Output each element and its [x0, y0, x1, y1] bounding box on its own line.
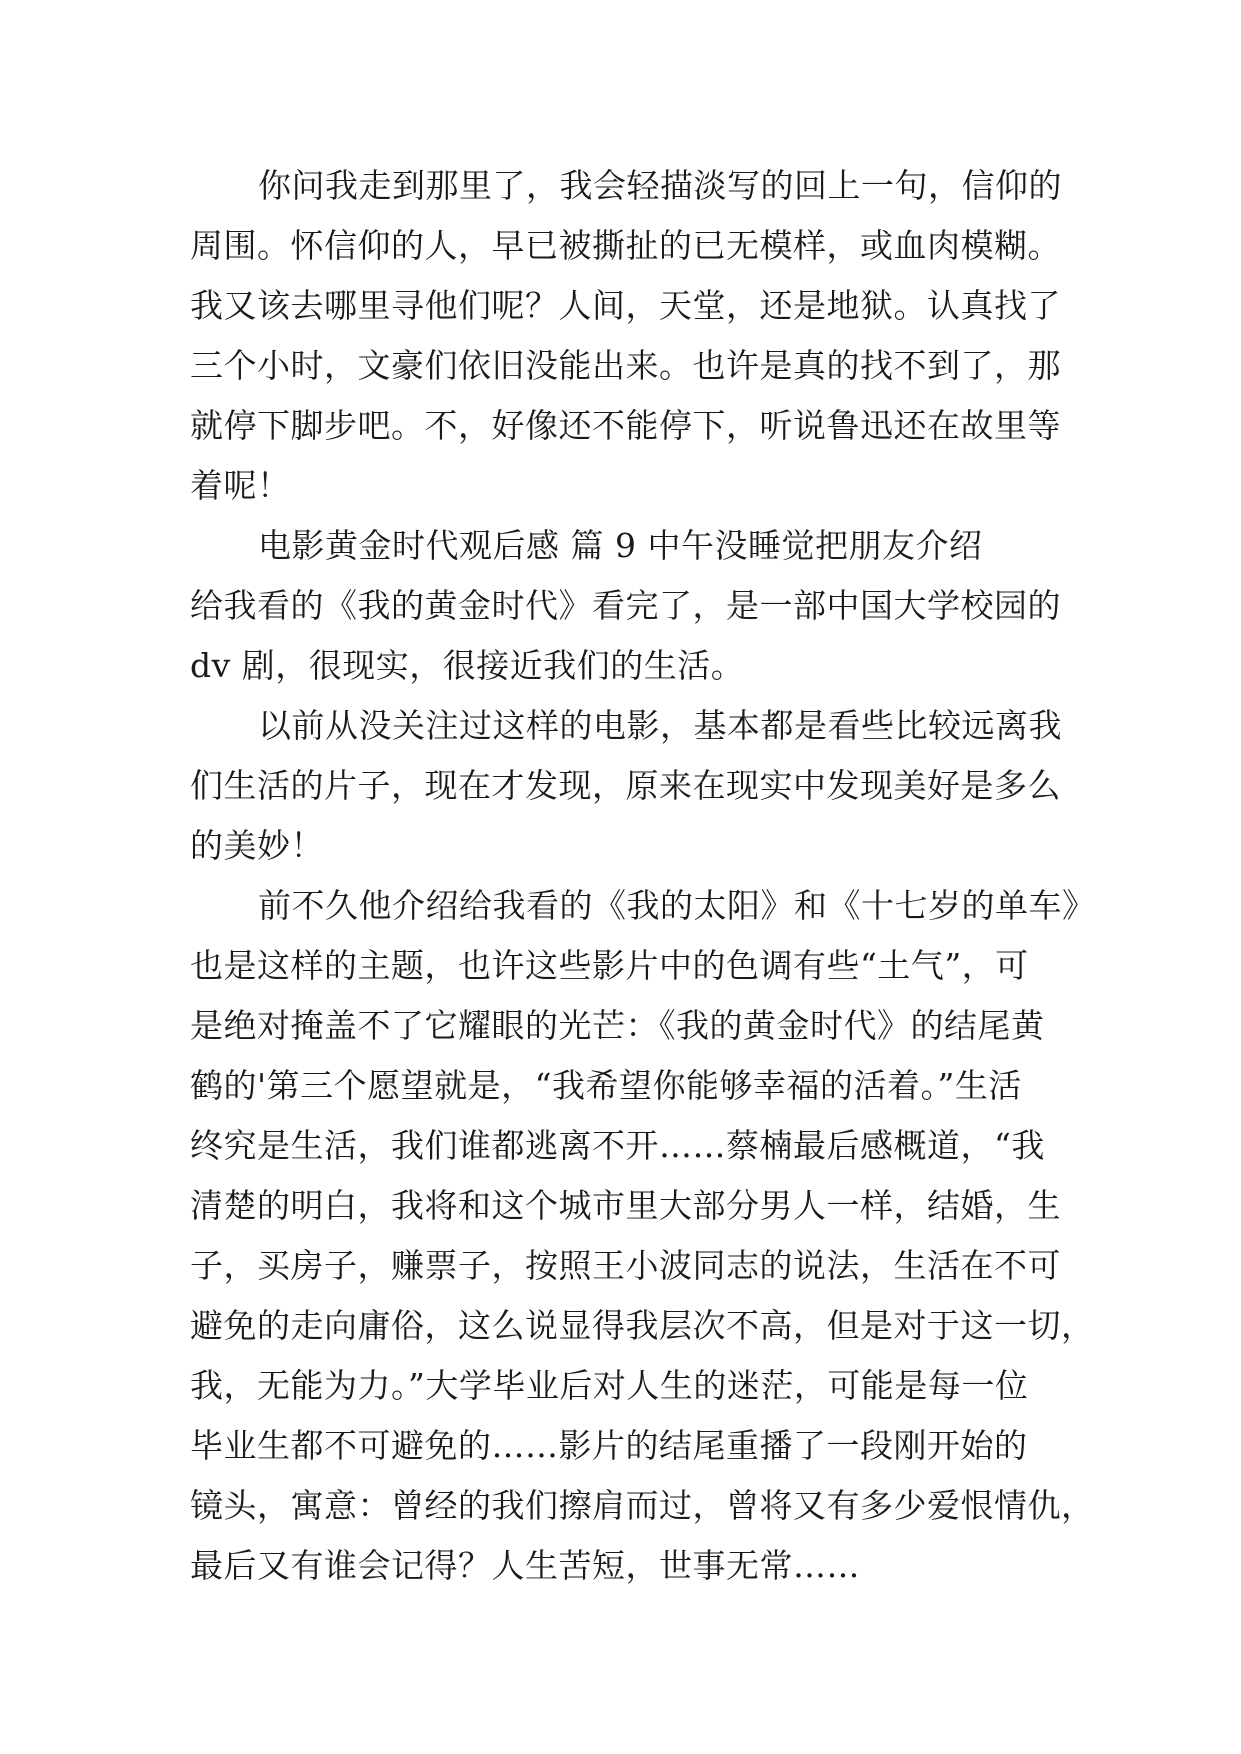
paragraph-line: 给我看的《我的黄金时代》看完了，是一部中国大学校园的 [190, 586, 1061, 625]
paragraph-line: 最后又有谁会记得？人生苦短，世事无常…… [190, 1546, 860, 1585]
paragraph-line: 避免的走向庸俗，这么说显得我层次不高，但是对于这一切， [190, 1306, 1095, 1345]
paragraph-line: 清楚的明白，我将和这个城市里大部分男人一样，结婚，生 [190, 1186, 1061, 1225]
paragraph-line: 前不久他介绍给我看的《我的太阳》和《十七岁的单车》 [258, 886, 1096, 925]
paragraph-line: 周围。怀信仰的人，早已被撕扯的已无模样，或血肉模糊。 [190, 226, 1061, 265]
paragraph-line: 毕业生都不可避免的……影片的结尾重播了一段刚开始的 [190, 1426, 1028, 1465]
document-body [190, 156, 1096, 1596]
paragraph-line: 着呢！ [190, 466, 291, 505]
paragraph-line: 是绝对掩盖不了它耀眼的光芒：《我的黄金时代》的结尾黄 [190, 1006, 1045, 1045]
paragraph-line: 我又该去哪里寻他们呢？人间，天堂，还是地狱。认真找了 [190, 286, 1061, 325]
paragraph-line: 就停下脚步吧。不，好像还不能停下，听说鲁迅还在故里等 [190, 406, 1061, 445]
paragraph-line: 子，买房子，赚票子，按照王小波同志的说法，生活在不可 [190, 1246, 1061, 1285]
paragraph-line: 们生活的片子，现在才发现，原来在现实中发现美好是多么 [190, 766, 1061, 805]
section-heading-line: 电影黄金时代观后感 篇 9 中午没睡觉把朋友介绍 [258, 526, 983, 565]
paragraph-line: 的美妙！ [190, 826, 324, 865]
paragraph-line: 终究是生活，我们谁都逃离不开……蔡楠最后感概道，“我 [190, 1126, 1045, 1165]
paragraph-line: 我，无能为力。”大学毕业后对人生的迷茫，可能是每一位 [190, 1366, 1029, 1405]
paragraph-line: 鹤的'第三个愿望就是，“我希望你能够幸福的活着。”生活 [190, 1066, 1022, 1105]
paragraph-line: 你问我走到那里了，我会轻描淡写的回上一句，信仰的 [258, 166, 1062, 205]
paragraph-line: 以前从没关注过这样的电影，基本都是看些比较远离我 [258, 706, 1062, 745]
paragraph-line: dv 剧，很现实，很接近我们的生活。 [190, 646, 745, 685]
paragraph-line: 三个小时，文豪们依旧没能出来。也许是真的找不到了，那 [190, 346, 1061, 385]
paragraph-line: 也是这样的主题，也许这些影片中的色调有些“土气”，可 [190, 946, 1029, 985]
paragraph-line: 镜头，寓意：曾经的我们擦肩而过，曾将又有多少爱恨情仇， [190, 1486, 1095, 1525]
